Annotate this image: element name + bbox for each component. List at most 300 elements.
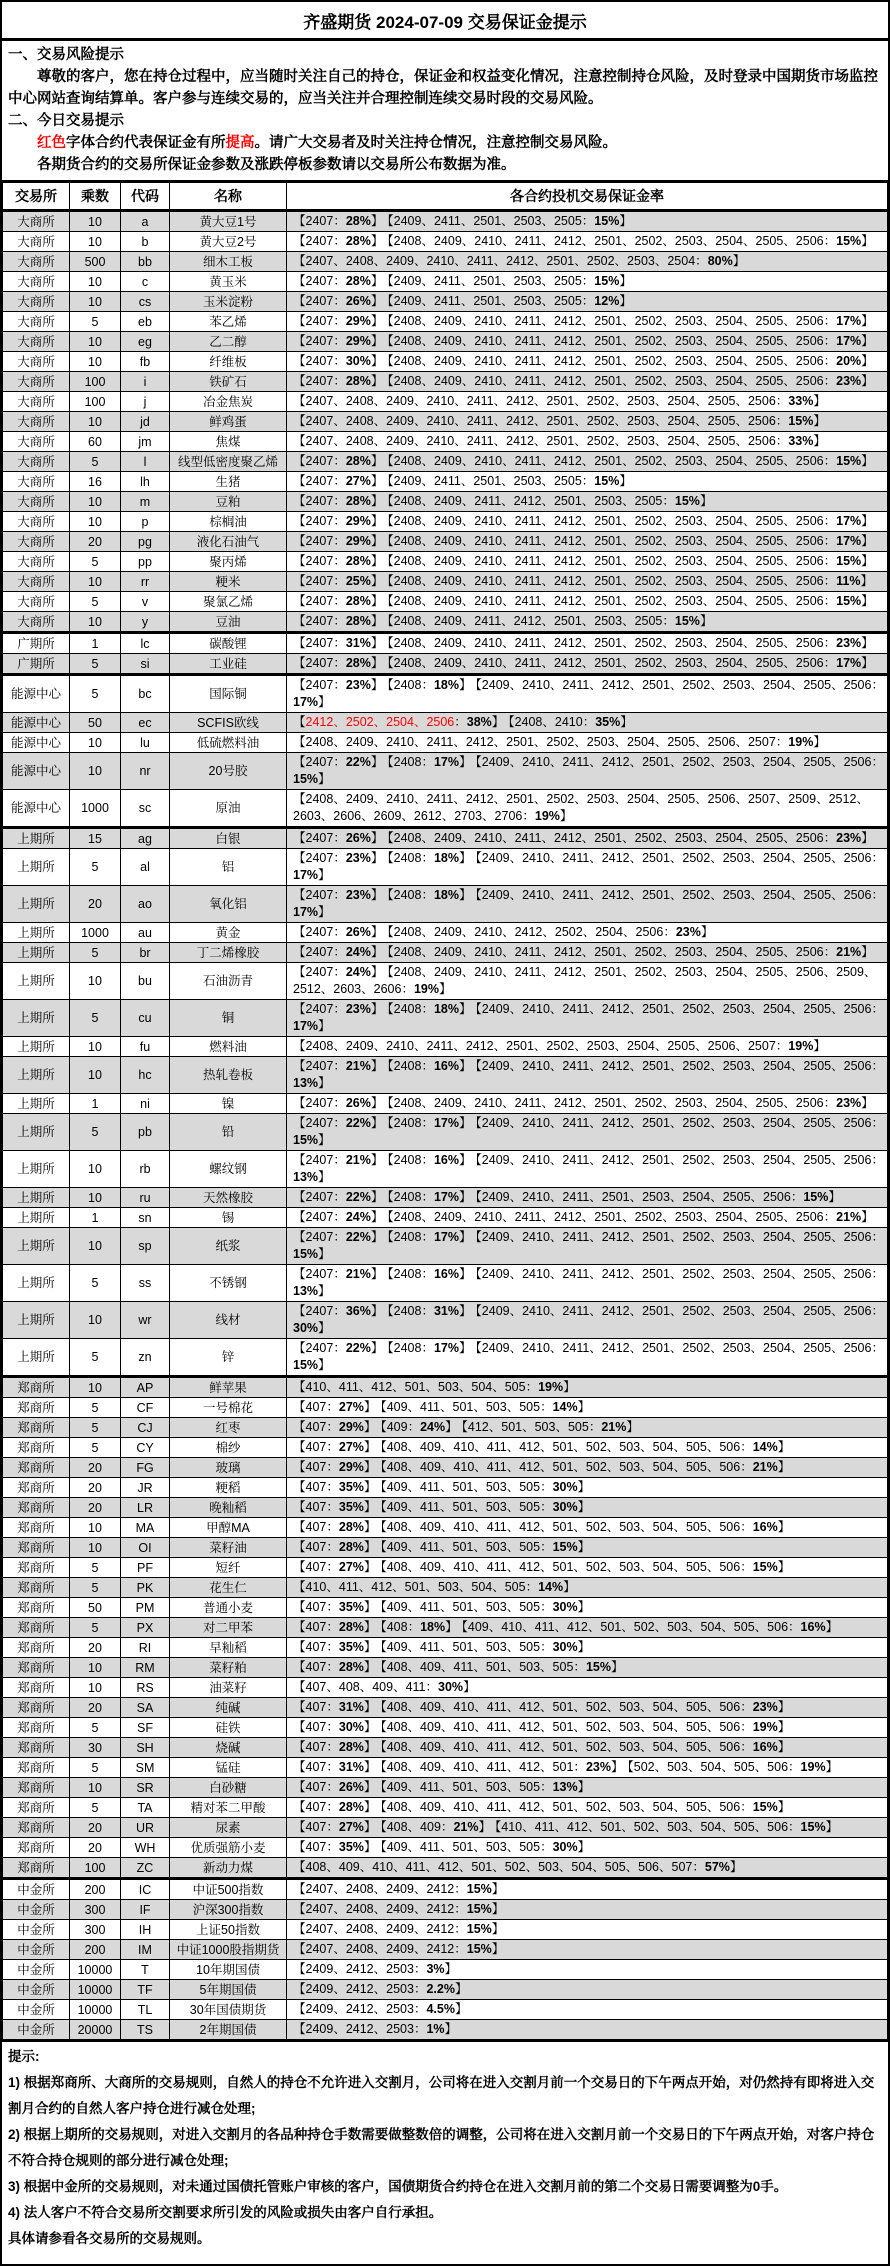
margin-segment: 【2407、2408、2409、2410、2411、2412、2501、2502、2503、2504：80%】 <box>293 254 746 268</box>
margin-segment: 【412、501、503、505：21%】 <box>461 1420 639 1434</box>
cell-exchange: 大商所 <box>3 432 70 452</box>
margin-rate: 13% <box>293 1076 319 1090</box>
cell-name: 硅铁 <box>170 1718 287 1738</box>
margin-segment: 【2409、2410、2411、2412、2501、2502、2503、2504、2505、2506：13%】 <box>293 1059 884 1090</box>
margin-segment: 【2407：22%】 <box>293 1341 384 1355</box>
contract-list: 2409、2410、2411、2412、2501、2502、2503、2504、2505、2506 <box>481 1116 872 1130</box>
cell-exchange: 大商所 <box>3 272 70 292</box>
cell-margin-rates <box>287 1377 888 1398</box>
cell-name: 不锈钢 <box>170 1265 287 1302</box>
margin-segment: 【2407：23%】 <box>293 1002 384 1016</box>
margin-segment: 【2409、2410、2411、2412、2501、2502、2503、2504、2505、2506：15%】 <box>293 1341 884 1372</box>
cell-margin-rates <box>287 1798 888 1818</box>
cell-code: TL <box>121 2000 170 2020</box>
margin-segment: 【2407：26%】 <box>293 1096 384 1110</box>
cell-margin-rates <box>287 790 888 828</box>
table-row <box>3 1900 888 1920</box>
margin-segment: 【2408、2409、2410、2411、2412、2501、2502、2503、2504、2505、2506：23%】 <box>387 831 874 845</box>
margin-segment: 【2408、2409、2410、2411、2412、2501、2502、2503、2504、2505、2506：15%】 <box>387 234 874 248</box>
cell-multiplier: 1 <box>70 1208 121 1228</box>
cell-margin-rates <box>287 1458 888 1478</box>
cell-code: ag <box>121 828 170 849</box>
margin-segment: 【409、411、501、503、505：30%】 <box>380 1840 591 1854</box>
cell-multiplier: 5 <box>70 1578 121 1598</box>
margin-rate: 15% <box>466 1942 492 1956</box>
cell-exchange: 广期所 <box>3 654 70 675</box>
margin-segment: 【2407：30%】 <box>293 354 384 368</box>
margin-rate: 18% <box>433 678 460 692</box>
contract-list: 2407 <box>305 888 334 902</box>
cell-name: 红枣 <box>170 1418 287 1438</box>
risk-section <box>2 41 888 182</box>
margin-rate: 29% <box>345 534 371 548</box>
table-row <box>3 1478 888 1498</box>
table-row <box>3 492 888 512</box>
margin-segment: 【409、411、501、503、505：30%】 <box>380 1640 591 1654</box>
header-multiplier: 乘数 <box>70 183 121 211</box>
cell-exchange: 郑商所 <box>3 1638 70 1658</box>
cell-multiplier: 20 <box>70 1498 121 1518</box>
contract-list: 2408 <box>393 1267 422 1281</box>
cell-exchange: 郑商所 <box>3 1418 70 1438</box>
footer-note: 2) 根据上期所的交易规则，对进入交割月的各品种持仓手数需要做整数倍的调整，公司将在进入交割月前一个交易日的下午两点开始，对客户持仓不符合持仓规则的部分进行减仓处理; <box>8 2127 875 2168</box>
margin-segment: 【408、409、410、411、412、501、502、503、504、505、506：16%】 <box>380 1740 791 1754</box>
cell-code: v <box>121 592 170 612</box>
margin-segment: 【2408、2409、2410、2411、2412、2501、2502、2503、2504、2505、2506：17%】 <box>387 334 874 348</box>
cell-exchange: 大商所 <box>3 472 70 492</box>
cell-exchange: 郑商所 <box>3 1818 70 1838</box>
margin-segment: 【2408、2409、2410、2411、2412、2501、2502、2503、2504、2505、2506：17%】 <box>387 656 874 670</box>
cell-exchange: 郑商所 <box>3 1718 70 1738</box>
margin-rate: 21% <box>345 1153 371 1167</box>
table-row <box>3 2000 888 2020</box>
cell-name: 聚丙烯 <box>170 552 287 572</box>
margin-segment: 【2408、2409、2410、2411、2412、2501、2502、2503、2504、2505、2506、2507、2509、2512、2603、2606、2609、2612、2703、2706：19%】 <box>293 792 869 823</box>
margin-rate: 13% <box>293 1170 319 1184</box>
margin-segment: 【2408、2409、2410、2411、2412、2501、2502、2503、2504、2505、2506：17%】 <box>387 314 874 328</box>
contract-list: 407 <box>305 1420 327 1434</box>
cell-margin-rates <box>287 312 888 332</box>
cell-exchange: 能源中心 <box>3 733 70 753</box>
contract-list: 2409、2410、2411、2412、2501、2502、2503、2504、2505、2506 <box>481 888 872 902</box>
table-row <box>3 1438 888 1458</box>
contract-list: 407 <box>305 1460 327 1474</box>
cell-exchange: 郑商所 <box>3 1778 70 1798</box>
contract-list: 408、409、410、411、412、501、502、503、504、505、506 <box>386 1560 741 1574</box>
margin-segment: 【2407：28%】 <box>293 656 384 670</box>
cell-name: 燃料油 <box>170 1037 287 1057</box>
margin-rate: 15% <box>594 474 620 488</box>
cell-name: 5年期国债 <box>170 1980 287 2000</box>
margin-rate: 27% <box>338 1820 364 1834</box>
cell-exchange: 郑商所 <box>3 1738 70 1758</box>
contract-list: 2408、2409、2410、2411、2412、2501、2502、2503、2504、2505、2506、2507 <box>305 735 776 749</box>
cell-multiplier: 50 <box>70 713 121 733</box>
cell-exchange: 上期所 <box>3 1057 70 1094</box>
contract-list: 2409、2412、2503 <box>305 2022 414 2036</box>
cell-code: au <box>121 923 170 943</box>
cell-name: 菜籽粕 <box>170 1658 287 1678</box>
cell-multiplier: 10 <box>70 272 121 292</box>
cell-code: sc <box>121 790 170 828</box>
contract-list: 407 <box>305 1480 327 1494</box>
margin-segment: 【2408、2409、2411、2412、2501、2503、2505：15%】 <box>387 494 713 508</box>
cell-exchange: 郑商所 <box>3 1658 70 1678</box>
cell-code: wr <box>121 1302 170 1339</box>
margin-rate: 26% <box>345 294 371 308</box>
cell-exchange: 郑商所 <box>3 1518 70 1538</box>
contract-list: 2408 <box>393 1116 422 1130</box>
margin-segment: 【2407：29%】 <box>293 534 384 548</box>
margin-segment: 【2408、2409、2410、2411、2412、2501、2502、2503、2504、2505、2506、2509、2512、2603、2606：19%】 <box>293 965 877 996</box>
cell-multiplier: 10000 <box>70 1960 121 1980</box>
margin-segment: 【2409、2410、2411、2412、2501、2502、2503、2504、2505、2506：17%】 <box>293 888 884 919</box>
table-row <box>3 733 888 753</box>
contract-list: 409、411、501、503、505 <box>386 1840 541 1854</box>
margin-segment: 【407：35%】 <box>293 1840 377 1854</box>
table-row <box>3 1758 888 1778</box>
margin-rate: 28% <box>338 1660 364 1674</box>
contract-list: 407 <box>305 1840 327 1854</box>
table-row <box>3 886 888 923</box>
cell-multiplier: 20 <box>70 1478 121 1498</box>
contract-list: 2407 <box>305 314 334 328</box>
cell-margin-rates <box>287 1094 888 1114</box>
cell-name: 细木工板 <box>170 252 287 272</box>
contract-list: 2408 <box>393 1002 422 1016</box>
cell-code: al <box>121 849 170 886</box>
cell-name: 天然橡胶 <box>170 1188 287 1208</box>
cell-code: eg <box>121 332 170 352</box>
cell-margin-rates <box>287 1818 888 1838</box>
contract-list: 407 <box>305 1760 327 1774</box>
margin-segment: 【2408、2409、2410、2411、2412、2501、2502、2503、2504、2505、2506：15%】 <box>387 594 874 608</box>
cell-code: nr <box>121 753 170 790</box>
cell-exchange: 上期所 <box>3 923 70 943</box>
contract-list: 2407、2408、2409、2410、2411、2412、2501、2502、2503、2504、2505、2506 <box>305 434 776 448</box>
contract-list: 409、411、501、503、505 <box>386 1640 541 1654</box>
cell-name: 豆粕 <box>170 492 287 512</box>
cell-multiplier: 20 <box>70 532 121 552</box>
cell-code: sn <box>121 1208 170 1228</box>
cell-multiplier: 10 <box>70 1037 121 1057</box>
contract-list: 2409、2411、2501、2503、2505 <box>393 214 582 228</box>
cell-multiplier: 10 <box>70 1538 121 1558</box>
margin-segment: 【2407：28%】 <box>293 374 384 388</box>
margin-segment: 【2409、2410、2411、2412、2501、2502、2503、2504、2505、2506：17%】 <box>293 851 884 882</box>
margin-rate: 30% <box>345 354 371 368</box>
table-row <box>3 1538 888 1558</box>
margin-rate: 15% <box>836 234 862 248</box>
margin-segment: 【408、409、410、411、412、501、502、503、504、505、506：21%】 <box>380 1460 791 1474</box>
cell-multiplier: 5 <box>70 1418 121 1438</box>
contract-list: 407 <box>305 1560 327 1574</box>
margin-segment: 【2407：28%】 <box>293 454 384 468</box>
margin-rate: 17% <box>433 755 460 769</box>
contract-list: 2407 <box>305 534 334 548</box>
cell-margin-rates <box>287 849 888 886</box>
margin-rate: 27% <box>338 1400 364 1414</box>
contract-list: 2407 <box>305 945 334 959</box>
cell-name: 石油沥青 <box>170 963 287 1000</box>
margin-segment: 【2407：23%】 <box>293 888 384 902</box>
contract-list: 2408、2409、2410、2411、2412、2501、2502、2503、2504、2505、2506 <box>393 945 824 959</box>
margin-segment: 【2407：28%】 <box>293 614 384 628</box>
margin-segment: 【2408：17%】 <box>387 1190 472 1204</box>
cell-code: m <box>121 492 170 512</box>
cell-code: bb <box>121 252 170 272</box>
table-row <box>3 252 888 272</box>
margin-rate: 15% <box>293 1247 319 1261</box>
margin-rate: 16% <box>433 1059 460 1073</box>
margin-segment: 【2407：29%】 <box>293 314 384 328</box>
cell-exchange: 大商所 <box>3 292 70 312</box>
margin-rate: 15% <box>674 494 700 508</box>
cell-margin-rates <box>287 432 888 452</box>
cell-margin-rates <box>287 1265 888 1302</box>
contract-list: 2407 <box>305 474 334 488</box>
margin-segment: 【2408：31%】 <box>387 1304 472 1318</box>
cell-name: 普通小麦 <box>170 1598 287 1618</box>
margin-rate: 27% <box>338 1440 364 1454</box>
cell-name: 工业硅 <box>170 654 287 675</box>
margin-segment: 【410、411、412、501、503、504、505：14%】 <box>293 1580 576 1594</box>
margin-segment: 【409：24%】 <box>380 1420 458 1434</box>
cell-margin-rates <box>287 1879 888 1900</box>
cell-margin-rates <box>287 713 888 733</box>
margin-segment: 【408、409、410、411、412、501、502、503、504、505、506：15%】 <box>380 1560 791 1574</box>
margin-rate: 30% <box>552 1640 578 1654</box>
margin-rate: 17% <box>836 534 862 548</box>
cell-name: 热轧卷板 <box>170 1057 287 1094</box>
cell-name: 氧化铝 <box>170 886 287 923</box>
margin-rate: 35% <box>338 1840 364 1854</box>
contract-list: 409、410、411、412、501、502、503、504、505、506 <box>467 1620 789 1634</box>
contract-list: 2407、2408、2409、2410、2411、2412、2501、2502、2503、2504、2505、2506 <box>305 414 776 428</box>
margin-rate: 16% <box>433 1153 460 1167</box>
cell-name: 豆油 <box>170 612 287 633</box>
table-row <box>3 1418 888 1438</box>
cell-code: jm <box>121 432 170 452</box>
cell-multiplier: 5 <box>70 1758 121 1778</box>
contract-list: 409、411、501、503、505 <box>386 1480 541 1494</box>
margin-rate: 23% <box>836 831 862 845</box>
margin-rate: 15% <box>293 1133 319 1147</box>
margin-segment: 【2407：26%】 <box>293 831 384 845</box>
cell-exchange: 中金所 <box>3 1900 70 1920</box>
cell-name: 线材 <box>170 1302 287 1339</box>
cell-multiplier: 10 <box>70 352 121 372</box>
cell-margin-rates <box>287 1598 888 1618</box>
cell-exchange: 大商所 <box>3 552 70 572</box>
cell-name: 铜 <box>170 1000 287 1037</box>
cell-multiplier: 20 <box>70 1838 121 1858</box>
cell-exchange: 郑商所 <box>3 1398 70 1418</box>
cell-margin-rates <box>287 1658 888 1678</box>
red-emphasis-text: 红色 <box>37 135 66 151</box>
cell-margin-rates <box>287 232 888 252</box>
margin-segment: 【2409、2412、2503：2.2%】 <box>293 1982 468 1996</box>
cell-multiplier: 200 <box>70 1879 121 1900</box>
table-row <box>3 312 888 332</box>
cell-multiplier: 10 <box>70 1658 121 1678</box>
cell-margin-rates <box>287 372 888 392</box>
contract-list: 2409、2411、2501、2503、2505 <box>393 474 582 488</box>
cell-margin-rates <box>287 1858 888 1879</box>
margin-rate: 2.2% <box>426 1982 455 1996</box>
cell-margin-rates <box>287 733 888 753</box>
margin-segment: 【2409、2410、2411、2412、2501、2502、2503、2504、2505、2506：15%】 <box>293 755 884 786</box>
cell-exchange: 上期所 <box>3 1037 70 1057</box>
cell-code: RI <box>121 1638 170 1658</box>
table-row <box>3 1858 888 1879</box>
contract-list: 2409、2412、2503 <box>305 1982 414 1996</box>
table-row <box>3 923 888 943</box>
margin-rate: 19% <box>534 809 560 823</box>
cell-exchange: 大商所 <box>3 312 70 332</box>
margin-rate: 16% <box>752 1740 778 1754</box>
cell-margin-rates <box>287 1618 888 1638</box>
cell-name: SCFIS欧线 <box>170 713 287 733</box>
table-row <box>3 1698 888 1718</box>
contract-list: 2407 <box>305 214 334 228</box>
margin-segment: 【2408：17%】 <box>387 1116 472 1130</box>
margin-rate: 28% <box>338 1540 364 1554</box>
cell-name: 30年国债期货 <box>170 2000 287 2020</box>
cell-exchange: 能源中心 <box>3 790 70 828</box>
cell-multiplier: 5 <box>70 1558 121 1578</box>
table-row <box>3 1114 888 1151</box>
cell-code: TS <box>121 2020 170 2041</box>
cell-multiplier: 10000 <box>70 2000 121 2020</box>
margin-rate: 17% <box>293 695 319 709</box>
margin-segment: 【409、411、501、503、505：13%】 <box>380 1780 591 1794</box>
cell-code: pb <box>121 1114 170 1151</box>
cell-margin-rates <box>287 272 888 292</box>
contract-list: 2409、2410、2411、2501、2503、2504、2505、2506 <box>481 1190 791 1204</box>
cell-code: ao <box>121 886 170 923</box>
table-row <box>3 1302 888 1339</box>
cell-name: 花生仁 <box>170 1578 287 1598</box>
cell-multiplier: 5 <box>70 849 121 886</box>
footer-notes <box>2 2042 888 2264</box>
contract-list: 2409、2410、2411、2412、2501、2502、2503、2504、2505、2506 <box>481 1002 872 1016</box>
table-row <box>3 1000 888 1037</box>
margin-rate: 4.5% <box>426 2002 455 2016</box>
margin-segment: 【2407：28%】 <box>293 494 384 508</box>
cell-exchange: 能源中心 <box>3 753 70 790</box>
cell-code: PF <box>121 1558 170 1578</box>
contract-list: 407 <box>305 1500 327 1514</box>
contract-list: 2407 <box>305 574 334 588</box>
cell-margin-rates <box>287 654 888 675</box>
margin-rate: 28% <box>345 454 371 468</box>
contract-list: 2409、2410、2411、2412、2501、2502、2503、2504、2505、2506 <box>481 851 872 865</box>
cell-exchange: 大商所 <box>3 452 70 472</box>
cell-code: c <box>121 272 170 292</box>
cell-multiplier: 10 <box>70 1518 121 1538</box>
contract-list: 2408、2409、2410、2411、2412、2501、2502、2503、2504、2505、2506 <box>393 831 824 845</box>
cell-margin-rates <box>287 512 888 532</box>
contract-list: 407 <box>305 1400 327 1414</box>
cell-multiplier: 10 <box>70 1228 121 1265</box>
table-row <box>3 412 888 432</box>
margin-segment: 【2412、2502、2504、2506：38%】 <box>293 715 505 729</box>
margin-rate: 16% <box>752 1520 778 1534</box>
cell-multiplier: 10 <box>70 232 121 252</box>
margin-segment: 【2407：26%】 <box>293 294 384 308</box>
contract-list: 2409、2411、2501、2503、2505 <box>393 274 582 288</box>
cell-margin-rates <box>287 1114 888 1151</box>
cell-exchange: 上期所 <box>3 1339 70 1377</box>
table-row <box>3 1188 888 1208</box>
margin-segment: 【2407：22%】 <box>293 1190 384 1204</box>
margin-segment: 【2408、2409、2410、2411、2412、2501、2502、2503、2504、2505、2506：20%】 <box>387 354 874 368</box>
table-row <box>3 1398 888 1418</box>
contract-list: 2407 <box>305 831 334 845</box>
cell-name: 白银 <box>170 828 287 849</box>
margin-segment: 【409、410、411、412、501、502、503、504、505、506：16%】 <box>461 1620 839 1634</box>
table-row <box>3 372 888 392</box>
cell-margin-rates <box>287 592 888 612</box>
margin-rate: 31% <box>338 1760 364 1774</box>
cell-margin-rates <box>287 552 888 572</box>
table-row <box>3 633 888 654</box>
contract-list-raised: 2412、2502、2504、2506 <box>305 715 455 729</box>
margin-segment: 【408、409、410、411、412、501、502、503、504、505、506：15%】 <box>380 1800 791 1814</box>
margin-segment: 【2408：17%】 <box>387 1230 472 1244</box>
plain-text: 。请广大交易者及时关注持仓情况，注意控制交易风险。 <box>254 135 617 151</box>
margin-rate: 35% <box>595 715 621 729</box>
contract-list: 409、411、501、503、505 <box>386 1540 541 1554</box>
margin-rate: 23% <box>836 636 862 650</box>
margin-rate: 30% <box>552 1840 578 1854</box>
margin-rate: 17% <box>433 1116 460 1130</box>
margin-rate: 35% <box>338 1480 364 1494</box>
margin-rate: 35% <box>338 1600 364 1614</box>
cell-exchange: 上期所 <box>3 1302 70 1339</box>
margin-segment: 【2409、2411、2501、2503、2505：15%】 <box>387 274 632 288</box>
cell-exchange: 中金所 <box>3 1960 70 1980</box>
margin-rate: 15% <box>836 554 862 568</box>
contract-list: 409、411、501、503、505 <box>386 1400 541 1414</box>
table-row <box>3 943 888 963</box>
cell-multiplier: 1000 <box>70 790 121 828</box>
margin-segment: 【407：27%】 <box>293 1560 377 1574</box>
cell-margin-rates <box>287 1980 888 2000</box>
margin-segment: 【2408：17%】 <box>387 1341 472 1355</box>
margin-rate: 21% <box>345 1267 371 1281</box>
table-row <box>3 1558 888 1578</box>
contract-list: 408、409、410、411、412、501、502、503、504、505、506 <box>386 1720 741 1734</box>
margin-rate: 17% <box>293 905 319 919</box>
contract-list: 408、409、410、411、412、501、502、503、504、505、506 <box>386 1740 741 1754</box>
margin-rate: 24% <box>345 945 371 959</box>
cell-multiplier: 5 <box>70 675 121 713</box>
cell-code: zn <box>121 1339 170 1377</box>
margin-rate: 28% <box>345 554 371 568</box>
table-row <box>3 472 888 492</box>
cell-multiplier: 10 <box>70 211 121 232</box>
cell-multiplier: 10 <box>70 1778 121 1798</box>
margin-segment: 【2409、2410、2411、2412、2501、2502、2503、2504、2505、2506：13%】 <box>293 1267 884 1298</box>
margin-rate: 26% <box>345 1096 371 1110</box>
cell-exchange: 大商所 <box>3 232 70 252</box>
contract-list: 410、411、412、501、503、504、505 <box>305 1580 526 1594</box>
margin-segment: 【2407、2408、2409、2412：15%】 <box>293 1922 505 1936</box>
cell-exchange: 中金所 <box>3 2000 70 2020</box>
cell-exchange: 郑商所 <box>3 1798 70 1818</box>
